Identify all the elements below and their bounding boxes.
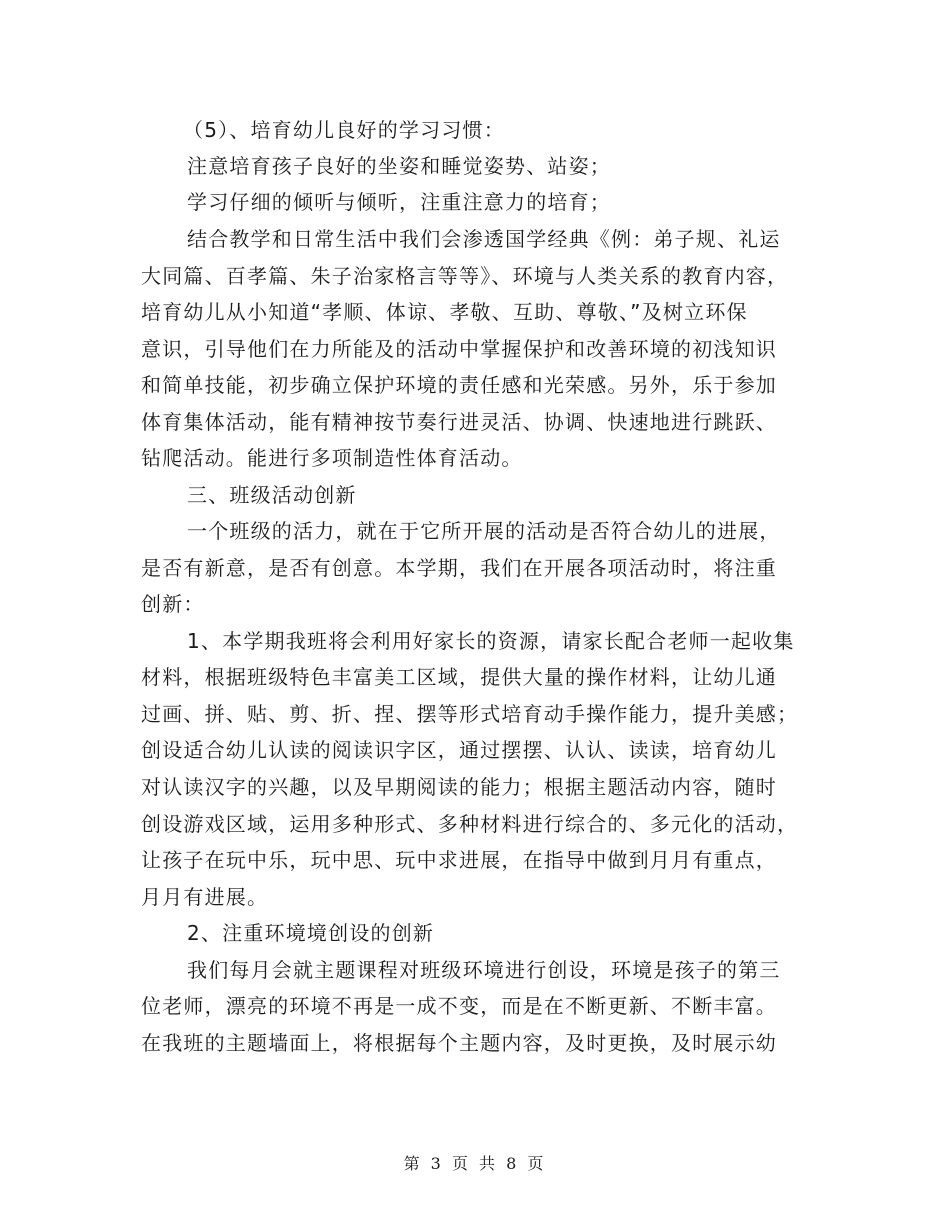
text-line: 过画、拼、贴、剪、折、捏、摆等形式培育动手操作能力，提升美感； [141, 702, 799, 726]
text-line: 培育幼儿从小知道“孝顺、体谅、孝敬、互助、尊敬、”及树立环保 [141, 300, 748, 324]
text-line: 月月有进展。 [141, 885, 269, 909]
text-line: 创设游戏区域，运用多种形式、多种材料进行综合的、多元化的活动， [141, 812, 799, 836]
text-line: 位老师，漂亮的环境不再是一成不变，而是在不断更新、不断丰富。 [141, 994, 777, 1018]
text-line: 和简单技能，初步确立保护环境的责任感和光荣感。另外，乐于参加 [141, 373, 777, 397]
text-line: 注意培育孩子良好的坐姿和睡觉姿势、站姿； [187, 154, 611, 178]
text-line: 学习仔细的倾听与倾听，注重注意力的培育； [187, 190, 611, 214]
text-line: 钻爬活动。能进行多项制造性体育活动。 [141, 446, 523, 470]
text-line: 是否有新意，是否有创意。本学期，我们在开展各项活动时，将注重 [141, 556, 777, 580]
text-line: 创新： [141, 592, 205, 616]
section-heading: 三、班级活动创新 [187, 483, 357, 507]
text-line: 材料，根据班级特色丰富美工区域，提供大量的操作材料，让幼儿通 [141, 665, 777, 689]
text-line: 体育集体活动，能有精神按节奏行进灵活、协调、快速地进行跳跃、 [141, 410, 777, 434]
page-number-footer: 第 3 页 共 8 页 [403, 1154, 547, 1173]
text-line: 创设适合幼儿认读的阅读识字区，通过摆摆、认认、读读，培育幼儿 [141, 738, 777, 762]
section-heading: 2、注重环境境创设的创新 [187, 921, 435, 945]
text-line: 我们每月会就主题课程对班级环境进行创设，环境是孩子的第三 [187, 958, 781, 982]
text-line: 大同篇、百孝篇、朱子治家格言等等》、环境与人类关系的教育内容， [141, 264, 789, 288]
text-line: 在我班的主题墙面上，将根据每个主题内容，及时更换，及时展示幼 [141, 1031, 777, 1055]
text-line: 让孩子在玩中乐，玩中思、玩中求进展，在指导中做到月月有重点， [141, 848, 777, 872]
text-line: （5）、培育幼儿良好的学习习惯： [183, 118, 505, 142]
text-line: 对认读汉字的兴趣，以及早期阅读的能力；根据主题活动内容，随时 [141, 775, 777, 799]
text-line: 1、本学期我班将会利用好家长的资源，请家长配合老师一起收集 [187, 629, 795, 653]
text-line: 一个班级的活力，就在于它所开展的活动是否符合幼儿的进展， [187, 519, 781, 543]
text-line: 结合教学和日常生活中我们会渗透国学经典《例：弟子规、礼运 [187, 227, 781, 251]
text-line: 意识，引导他们在力所能及的活动中掌握保护和改善环境的初浅知识 [141, 337, 777, 361]
